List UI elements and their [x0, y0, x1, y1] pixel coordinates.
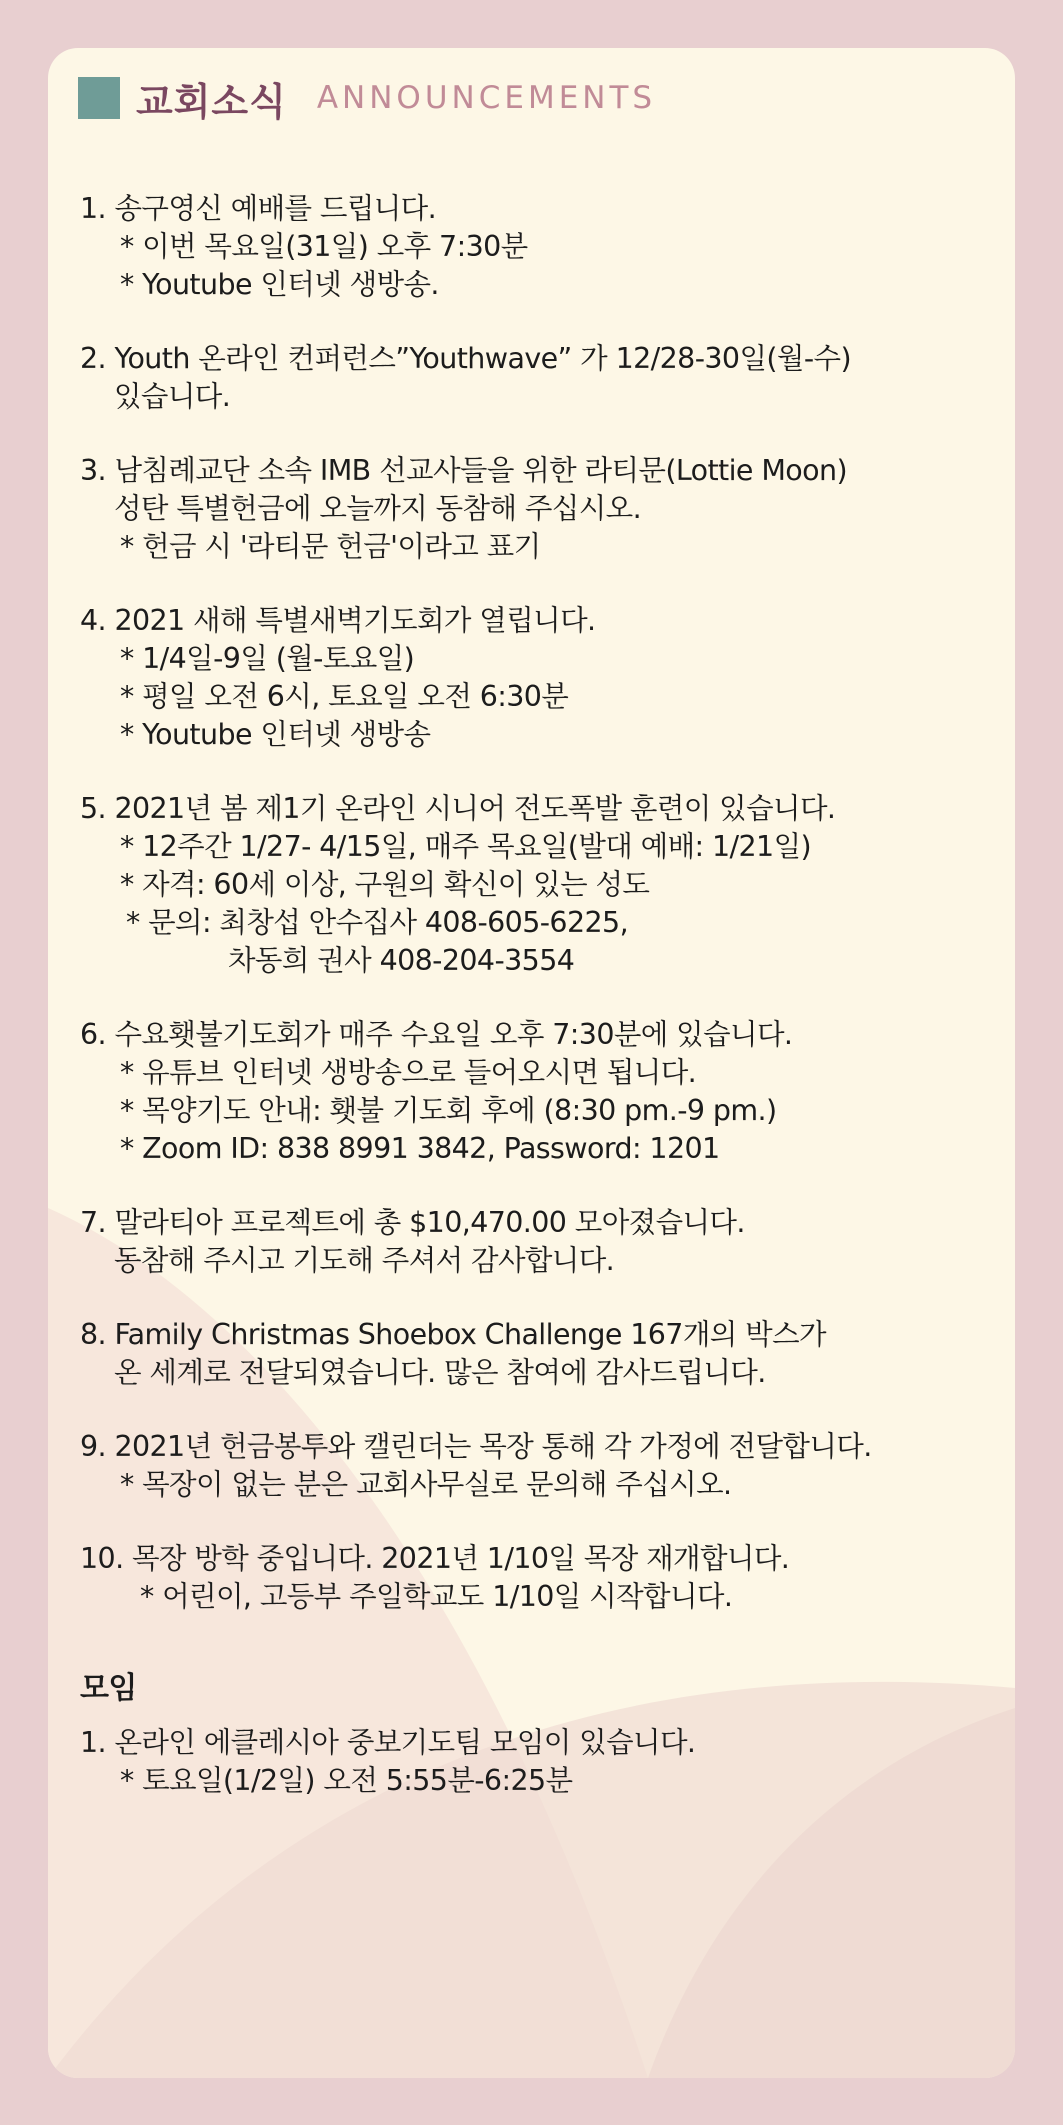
- header-title-korean: 교회소식: [136, 78, 287, 124]
- announcement-line: 5. 2021년 봄 제1기 온라인 시니어 전도폭발 훈련이 있습니다.: [80, 792, 836, 825]
- announcement-line: * Youtube 인터넷 생방송: [120, 718, 431, 751]
- announcement-item-8: [80, 1316, 1000, 1392]
- announcement-item-1: [80, 190, 1000, 304]
- meeting-item-1: [80, 1724, 1000, 1800]
- announcement-item-9: [80, 1428, 1000, 1504]
- announcement-line: 동참해 주시고 기도해 주셔서 감사합니다.: [114, 1244, 615, 1277]
- header-title-english: ANNOUNCEMENTS: [316, 80, 657, 116]
- announcement-line: 1. 송구영신 예배를 드립니다.: [80, 192, 437, 225]
- announcement-item-2: [80, 340, 1000, 416]
- announcement-line: * 12주간 1/27- 4/15일, 매주 목요일(발대 예배: 1/21일): [120, 830, 812, 863]
- announcement-line: * 목장이 없는 분은 교회사무실로 문의해 주십시오.: [120, 1468, 732, 1501]
- header-square-icon: [78, 77, 120, 119]
- announcement-line: 6. 수요횃불기도회가 매주 수요일 오후 7:30분에 있습니다.: [80, 1018, 793, 1051]
- announcement-item-7: [80, 1204, 1000, 1280]
- announcement-line: 7. 말라티아 프로젝트에 총 $10,470.00 모아졌습니다.: [80, 1206, 745, 1239]
- announcement-line: * 어린이, 고등부 주일학교도 1/10일 시작합니다.: [140, 1580, 733, 1613]
- meeting-section-title: 모임: [80, 1671, 137, 1706]
- announcement-line: * Zoom ID: 838 8991 3842, Password: 1201: [120, 1132, 720, 1165]
- announcement-line: * 헌금 시 '라티문 헌금'이라고 표기: [120, 530, 541, 563]
- announcement-item-4: [80, 602, 1000, 754]
- announcement-line: * 평일 오전 6시, 토요일 오전 6:30분: [120, 680, 569, 713]
- announcement-list: [80, 190, 1000, 1836]
- announcement-item-3: [80, 452, 1000, 566]
- announcements-card: [48, 48, 1015, 2078]
- announcement-line: * Youtube 인터넷 생방송.: [120, 268, 439, 301]
- announcement-line: 10. 목장 방학 중입니다. 2021년 1/10일 목장 재개합니다.: [80, 1542, 790, 1575]
- announcement-line: 4. 2021 새해 특별새벽기도회가 열립니다.: [80, 604, 596, 637]
- announcement-line: 있습니다.: [114, 380, 231, 413]
- announcement-line: * 유튜브 인터넷 생방송으로 들어오시면 됩니다.: [120, 1056, 697, 1089]
- announcement-line: * 자격: 60세 이상, 구원의 확신이 있는 성도: [120, 868, 650, 901]
- announcement-item-10: [80, 1540, 1000, 1616]
- announcement-line: * 목양기도 안내: 횃불 기도회 후에 (8:30 pm.-9 pm.): [120, 1094, 777, 1127]
- announcement-line: 차동희 권사 408-204-3554: [228, 944, 575, 977]
- announcement-item-5: [80, 790, 1000, 980]
- meeting-line: * 토요일(1/2일) 오전 5:55분-6:25분: [120, 1764, 573, 1797]
- section-header: [78, 72, 656, 124]
- announcement-line: * 1/4일-9일 (월-토요일): [120, 642, 415, 675]
- announcement-line: 온 세계로 전달되였습니다. 많은 참여에 감사드립니다.: [114, 1356, 766, 1389]
- announcement-line: 8. Family Christmas Shoebox Challenge 167개의 박스가: [80, 1318, 826, 1351]
- announcement-line: * 문의: 최창섭 안수집사 408-605-6225,: [126, 906, 629, 939]
- announcement-line: 성탄 특별헌금에 오늘까지 동참해 주십시오.: [114, 492, 642, 525]
- announcement-item-6: [80, 1016, 1000, 1168]
- announcement-line: 9. 2021년 헌금봉투와 캘린더는 목장 통해 각 가정에 전달합니다.: [80, 1430, 872, 1463]
- announcement-line: * 이번 목요일(31일) 오후 7:30분: [120, 230, 528, 263]
- announcement-line: 2. Youth 온라인 컨퍼런스”Youthwave” 가 12/28-30일(월-수): [80, 342, 851, 375]
- meeting-line: 1. 온라인 에클레시아 중보기도팀 모임이 있습니다.: [80, 1726, 696, 1759]
- announcement-line: 3. 남침례교단 소속 IMB 선교사들을 위한 라티문(Lottie Moon): [80, 454, 847, 487]
